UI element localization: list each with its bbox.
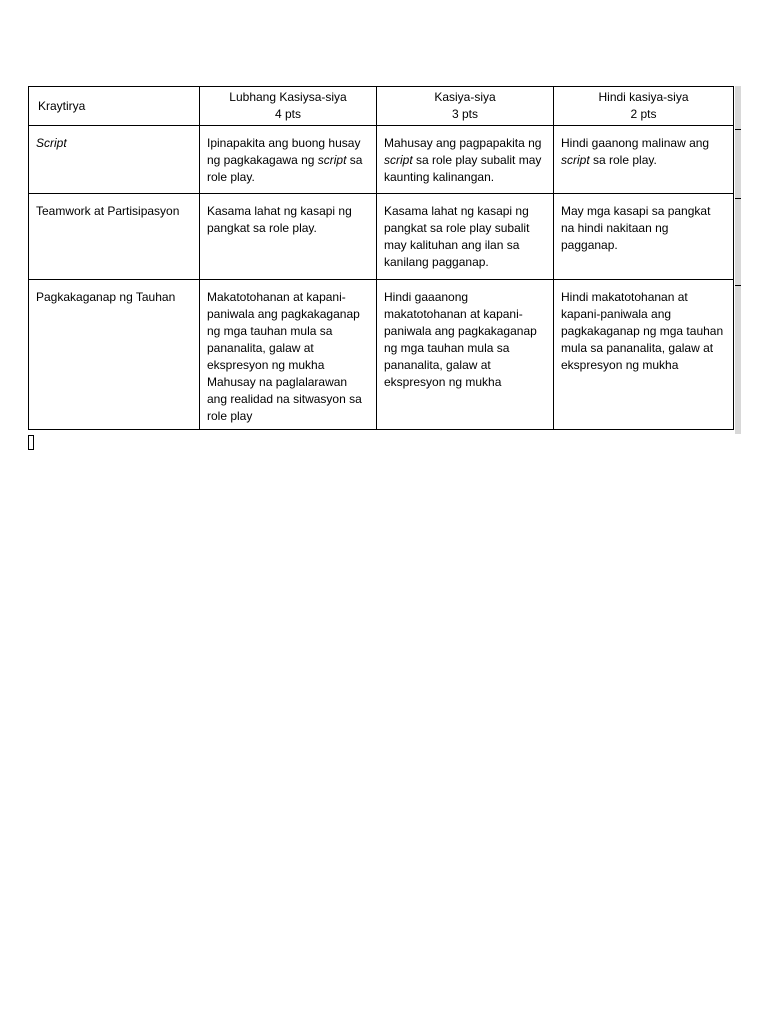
cell-text-italic: script <box>561 153 590 167</box>
header-kraytirya <box>28 86 199 125</box>
criterion-cell <box>28 125 199 193</box>
header-level-3-title: Kasiya-siya <box>434 90 496 104</box>
cell-text: sa role play subalit may kaunting kalinangan. <box>384 153 542 184</box>
criterion-pagkakaganap: Pagkakaganap ng Tauhan <box>36 290 176 304</box>
cell-text: Mahusay ang pagpapakita ng <box>384 136 542 150</box>
level-4-cell <box>199 193 376 279</box>
header-level-2-points: 2 pts <box>630 107 657 121</box>
table-row-pagkakaganap <box>28 279 734 430</box>
cell-text-italic: script <box>317 153 347 167</box>
level-4-cell <box>199 125 376 193</box>
row-marker <box>735 285 741 286</box>
cell-text: Hindi makatotohanan at kapani-paniwala ang pagkakaganap ng mga tauhan mula sa pananalita, galaw at ekspresyon ng mukha <box>561 290 724 372</box>
cell-text: Ipinapakita ang buong husay ng pagkakagawa ng <box>207 136 361 167</box>
rubric-table <box>28 86 734 430</box>
level-3-cell <box>376 279 553 430</box>
row-marker <box>735 129 741 130</box>
cell-text: May mga kasapi sa pangkat na hindi nakitaan ng pagganap. <box>561 204 711 252</box>
cell-text: Hindi gaanong malinaw ang <box>561 136 710 150</box>
table-right-edge <box>735 86 741 434</box>
criterion-cell <box>28 279 199 430</box>
cell-text: Kasama lahat ng kasapi ng pangkat sa role play subalit may kalituhan ang ilan sa kanilang pagganap. <box>384 204 530 269</box>
header-row <box>28 86 734 125</box>
criterion-teamwork: Teamwork at Partisipasyon <box>36 204 180 218</box>
level-2-cell <box>553 125 734 193</box>
level-3-cell <box>376 125 553 193</box>
paragraph-mark-icon <box>28 435 34 450</box>
table-row-script <box>28 125 734 193</box>
cell-text: Hindi gaaanong makatotohanan at kapani-paniwala ang pagkakaganap ng mga tauhan mula sa pananalita, galaw at ekspresyon ng mukha <box>384 290 537 389</box>
header-kraytirya-label: Kraytirya <box>38 98 86 113</box>
header-level-3-points: 3 pts <box>451 107 478 121</box>
header-level-2-title: Hindi kasiya-siya <box>598 90 689 104</box>
cell-text: sa role play. <box>207 153 363 184</box>
level-4-cell <box>199 279 376 430</box>
header-hindi-kasiya-siya <box>553 86 734 125</box>
level-2-cell <box>553 279 734 430</box>
cell-text-italic: script <box>384 153 413 167</box>
header-level-4-points: 4 pts <box>274 107 301 121</box>
criterion-script: Script <box>36 136 67 150</box>
level-2-cell <box>553 193 734 279</box>
header-lubhang-kasiya-siya <box>199 86 376 125</box>
header-kasiya-siya <box>376 86 553 125</box>
cell-text: Kasama lahat ng kasapi ng pangkat sa role play. <box>207 204 352 235</box>
cell-text: Makatotohanan at kapani-paniwala ang pagkakaganap ng mga tauhan mula sa pananalita, galaw at ekspresyon ng mukha <box>207 290 360 372</box>
level-3-cell <box>376 193 553 279</box>
header-level-4-title: Lubhang Kasiysa-siya <box>229 90 347 104</box>
table-row-teamwork <box>28 193 734 279</box>
cell-text: sa role play. <box>589 153 657 167</box>
criterion-cell <box>28 193 199 279</box>
cell-text: Mahusay na paglalarawan ang realidad na sitwasyon sa role play <box>207 375 362 423</box>
row-marker <box>735 198 741 199</box>
